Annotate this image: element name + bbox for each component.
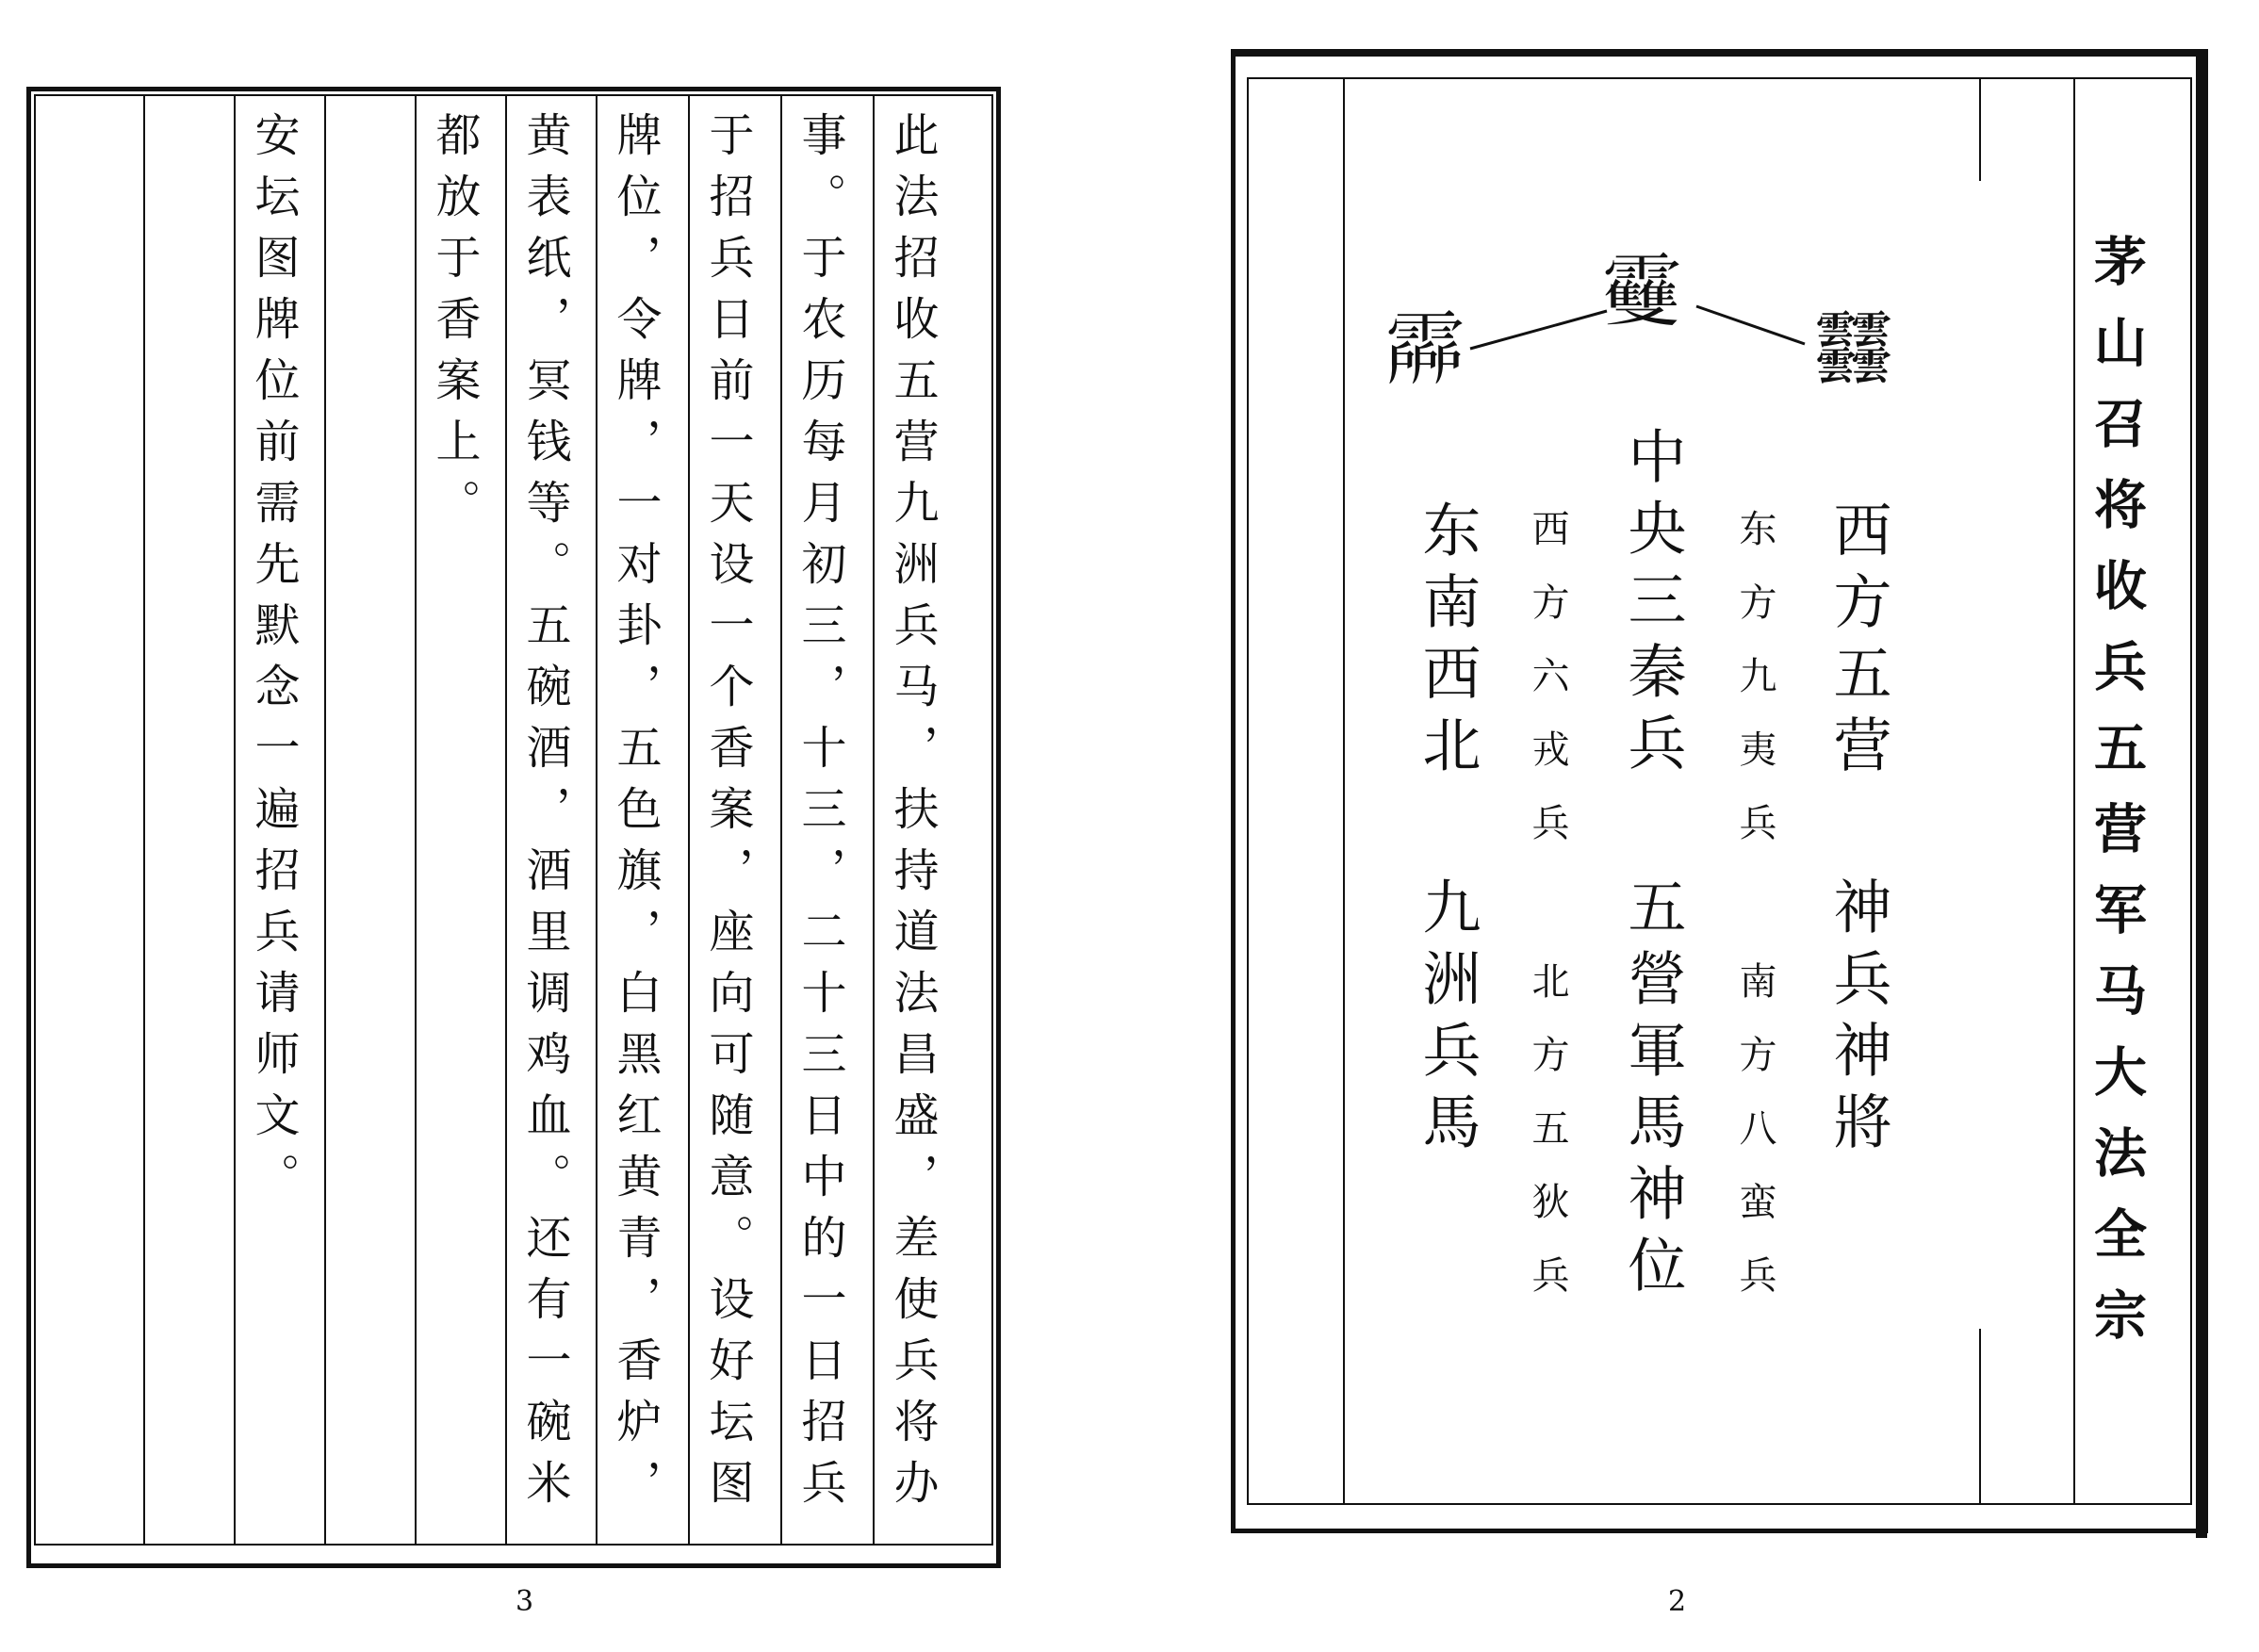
column-rule — [415, 94, 417, 1546]
column-rule — [873, 94, 875, 1546]
text-column-4: 牌位，令牌，一对卦，五色旗，白黑红黄青，香炉， — [609, 111, 662, 1520]
column-rule — [143, 94, 145, 1546]
text-column-7: 安坛图牌位前需先默念一遍招兵请师文。 — [247, 111, 300, 1214]
text-column-1: 此法招收五营九洲兵马，扶持道法昌盛，差使兵将办 — [886, 111, 939, 1520]
column-rule — [324, 94, 326, 1546]
central-three-qin-soldiers: 中央三秦兵 — [1618, 426, 1687, 784]
text-column-6: 都放于香案上。 — [428, 111, 481, 540]
left-page — [0, 0, 1129, 1652]
west-five-camps: 西方五营 — [1824, 499, 1892, 786]
east-nine-yi-soldiers: 东方九夷兵 — [1733, 509, 1776, 876]
column-rule — [596, 94, 597, 1546]
talisman-glyph-center: 𩆿 — [1602, 246, 1682, 338]
text-column-5: 黄表纸，冥钱等。五碗酒，酒里调鸡血。还有一碗米 — [518, 111, 571, 1520]
left-inner-frame — [34, 94, 993, 1546]
north-five-di-soldiers: 北方五狄兵 — [1526, 961, 1569, 1329]
west-six-rong-soldiers: 西方六戎兵 — [1526, 509, 1569, 876]
column-rule — [1979, 1329, 1981, 1505]
nine-continents-soldiers-horses: 九洲兵馬 — [1413, 876, 1481, 1163]
column-rule — [234, 94, 236, 1546]
column-rule — [505, 94, 507, 1546]
south-eight-man-soldiers: 南方八蛮兵 — [1733, 961, 1776, 1329]
text-column-3: 于招兵日前一天设一个香案，座向可随意。设好坛图 — [701, 111, 754, 1520]
book-title: 茅山召将收兵五营军马大法全宗 — [2086, 234, 2148, 1368]
right-border-bar — [2196, 49, 2207, 1538]
talisman-glyph-left: 𩅶 — [1385, 304, 1465, 397]
top-border-bar — [1231, 49, 2208, 57]
talisman-glyph-right: 𩇔 — [1814, 304, 1894, 397]
column-rule — [1343, 77, 1345, 1505]
page-number: 2 — [1668, 1585, 1687, 1618]
column-rule — [780, 94, 782, 1546]
page-number: 3 — [516, 1585, 534, 1618]
divine-soldiers-generals: 神兵神將 — [1824, 876, 1892, 1163]
column-rule — [1979, 77, 1981, 181]
five-camps-army-spirit-tablet: 五營軍馬神位 — [1618, 876, 1687, 1306]
text-column-2: 事。于农历每月初三，十三，二十三日中的一日招兵 — [794, 111, 846, 1520]
four-directions: 东南西北 — [1413, 499, 1481, 786]
column-rule — [688, 94, 690, 1546]
column-rule — [2073, 77, 2075, 1505]
